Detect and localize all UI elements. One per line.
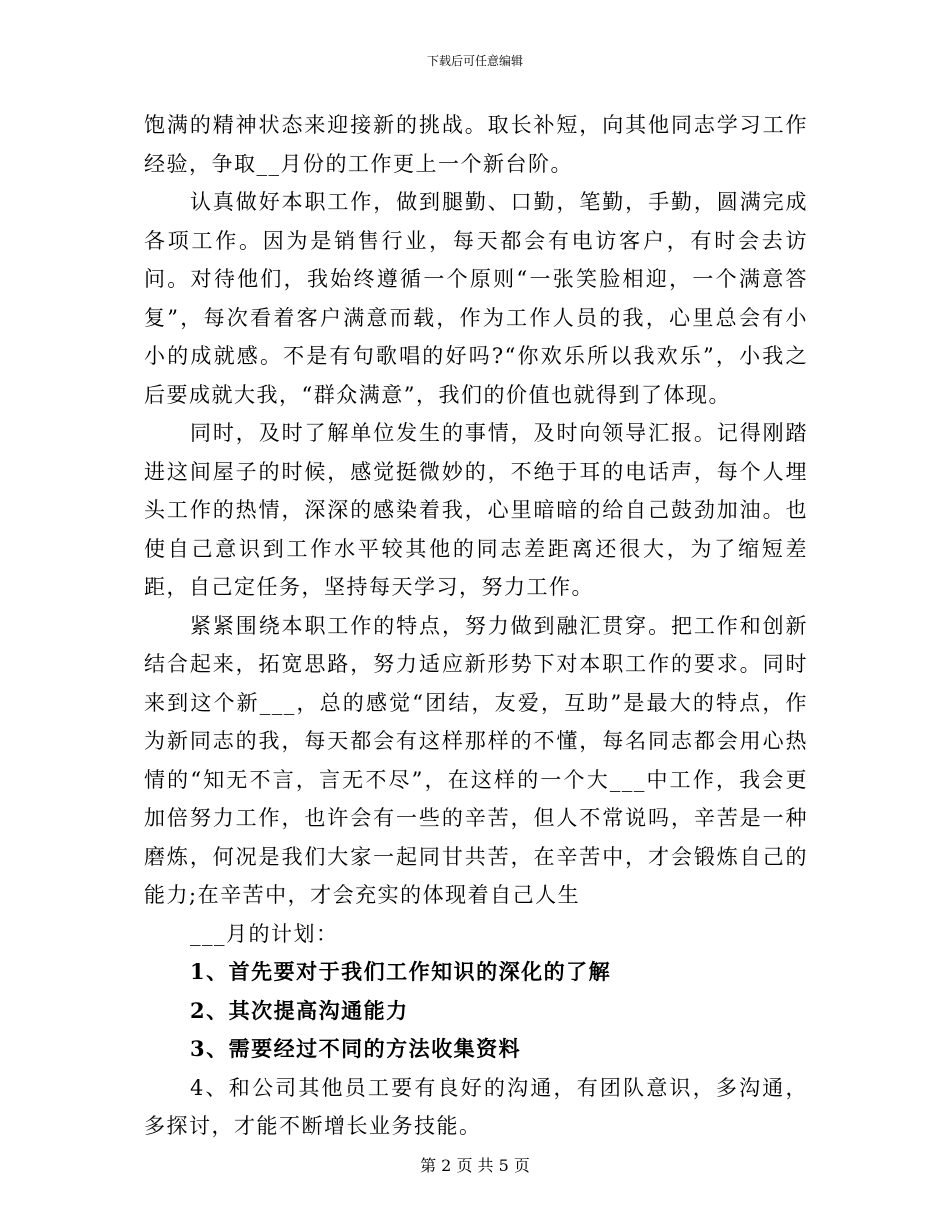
page-header: 下载后可任意编辑 [426,54,523,68]
plan-item: 2、其次提高沟通能力 [190,997,409,1023]
plan-item: 3、需要经过不同的方法收集资料 [190,1036,522,1061]
paragraph: 认真做好本职工作，做到腿勤、口勤，笔勤，手勤，圆满完成各项工作。因为是销售行业，每天都会有电访客户，有时会去访问。对待他们，我始终遵循一个原则“一张笑脸相迎，一个满意答复”，每次看着客户满意而载，作为工作人员的我，心里总会有小小的成就感。不是有句歌唱的好吗?“你欢乐所以我欢乐”，小我之后要成就大我，“群众满意”，我们的价值也就得到了体现。 [144,190,808,407]
paragraph: 同时，及时了解单位发生的事情，及时向领导汇报。记得刚踏进这间屋子的时候，感觉挺微妙的，不绝于耳的电话声，每个人埋头工作的热情，深深的感染着我，心里暗暗的给自己鼓劲加油。也使自己意识到工作水平较其他的同志差距离还很大，为了缩短差距，自己定任务，坚持每天学习，努力工作。 [144,421,808,599]
paragraph: 饱满的精神状态来迎接新的挑战。取长补短，向其他同志学习工作经验，争取__月份的工作更上一个新台阶。 [144,113,808,176]
plan-heading: ___月的计划： [190,921,339,946]
document-body [144,106,808,1146]
page-number-footer: 第 2 页 共 5 页 [420,1156,530,1175]
plan-item: 4、和公司其他员工要有良好的沟通，有团队意识，多沟通，多探讨，才能不断增长业务技能。 [144,1075,808,1138]
paragraph: 紧紧围绕本职工作的特点，努力做到融汇贯穿。把工作和创新结合起来，拓宽思路，努力适应新形势下对本职工作的要求。同时来到这个新___，总的感觉“团结，友爱，互助”是最大的特点，作为新同志的我，每天都会有这样那样的不懂，每名同志都会用心热情的“知无不言，言无不尽”，在这样的一个大___中工作，我会更加倍努力工作，也许会有一些的辛苦，但人不常说吗，辛苦是一种磨炼，何况是我们大家一起同甘共苦，在辛苦中，才会锻炼自己的能力;在辛苦中，才会充实的体现着自己人生 [144,613,808,907]
plan-item: 1、首先要对于我们工作知识的深化的了解 [190,959,612,984]
